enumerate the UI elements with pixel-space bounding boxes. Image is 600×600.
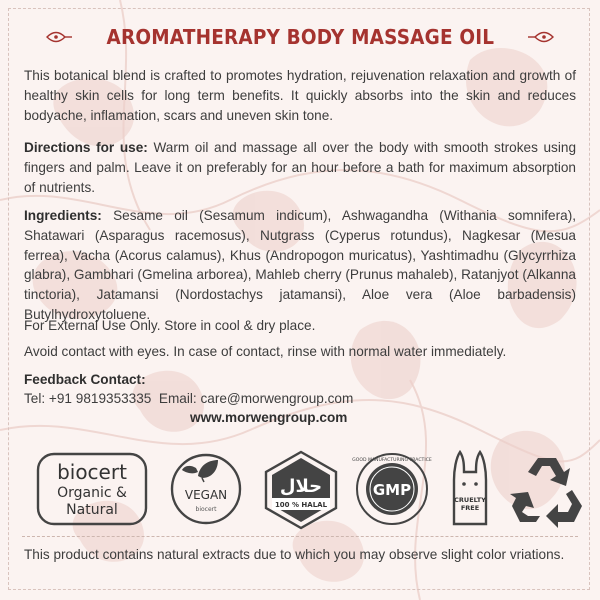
vegan-label: VEGAN: [184, 488, 228, 502]
vegan-logo: [166, 446, 246, 532]
bunny-icon: [454, 452, 486, 524]
gmp-label: GMP: [372, 481, 412, 499]
directions-label: Directions for use:: [24, 140, 148, 155]
gmp-logo: [352, 446, 432, 532]
page-title: AROMATHERAPY BODY MASSAGE OIL: [106, 25, 494, 49]
halal-label: 100 % HALAL: [274, 501, 328, 509]
recycle-icon: [506, 446, 588, 532]
vegan-sub: biocert: [195, 506, 217, 513]
ornament-right-icon: [527, 29, 555, 45]
cruelty-line1: CRUELTY: [454, 496, 486, 504]
ingredients-label: Ingredients:: [24, 208, 102, 223]
external-use-note: For External Use Only. Store in cool & dry place.: [24, 318, 316, 333]
directions-text: Warm oil and massage all over the body with smooth strokes using fingers and palm. Leave it on preferably for an hour before a bath for maximum absorption of nutrients.: [24, 140, 576, 195]
cruelty-free-logo: [440, 446, 500, 532]
halal-arabic: حلال: [279, 476, 323, 497]
leaf-icon: [182, 460, 218, 478]
feedback-heading: Feedback Contact:: [24, 372, 146, 387]
title-row: [0, 22, 600, 52]
ingredients-paragraph: [24, 206, 576, 325]
directions-paragraph: [24, 138, 576, 197]
contact-line: Tel: +91 9819353335 Email: care@morwengroup.com: [24, 391, 354, 406]
biocert-line2: Organic &: [57, 485, 127, 501]
cruelty-line2: FREE: [460, 504, 480, 512]
certification-logos: [18, 446, 588, 532]
biocert-line1: biocert: [57, 460, 127, 484]
biocert-line3: Natural: [66, 502, 118, 518]
website-link[interactable]: www.morwengroup.com: [190, 410, 348, 425]
avoid-contact-note: Avoid contact with eyes. In case of contact, rinse with normal water immediately.: [24, 344, 507, 359]
halal-logo: [258, 446, 344, 532]
footer-divider: [22, 536, 578, 537]
footer-note: This product contains natural extracts due to which you may observe slight color vriations.: [24, 547, 565, 562]
intro-paragraph: This botanical blend is crafted to promotes hydration, rejuvenation relaxation and growth of healthy skin cells for long term benefits. It quickly absorbs into the skin and reduces bodyache, inflamation, scars and uneven skin tone.: [24, 68, 576, 123]
gmp-ring-text: GOOD MANUFACTURING PRACTICE: [352, 458, 432, 463]
biocert-logo: [34, 446, 150, 532]
ornament-left-icon: [45, 29, 73, 45]
feedback-contact: [24, 370, 576, 427]
ingredients-text: Sesame oil (Sesamum indicum), Ashwagandha (Withania somnifera), Shatawari (Asparagus racemosus), Nutgrass (Cyperus rotundus), Nagkesar (Mesua ferrea), Vacha (Acorus calamus), Khus (Andropogon muricatus), Yashtimadhu (Glycyrrhiza glabra), Gambhari (Gmelina arborea), Mahleb cherry (Prunus mahaleb), Ratanjyot (Alkanna tinctoria), Jatamansi (Nordostachys jatamansi), Aloe vera (Aloe barbadensis) Butylhydroxytoluene.: [24, 208, 576, 322]
